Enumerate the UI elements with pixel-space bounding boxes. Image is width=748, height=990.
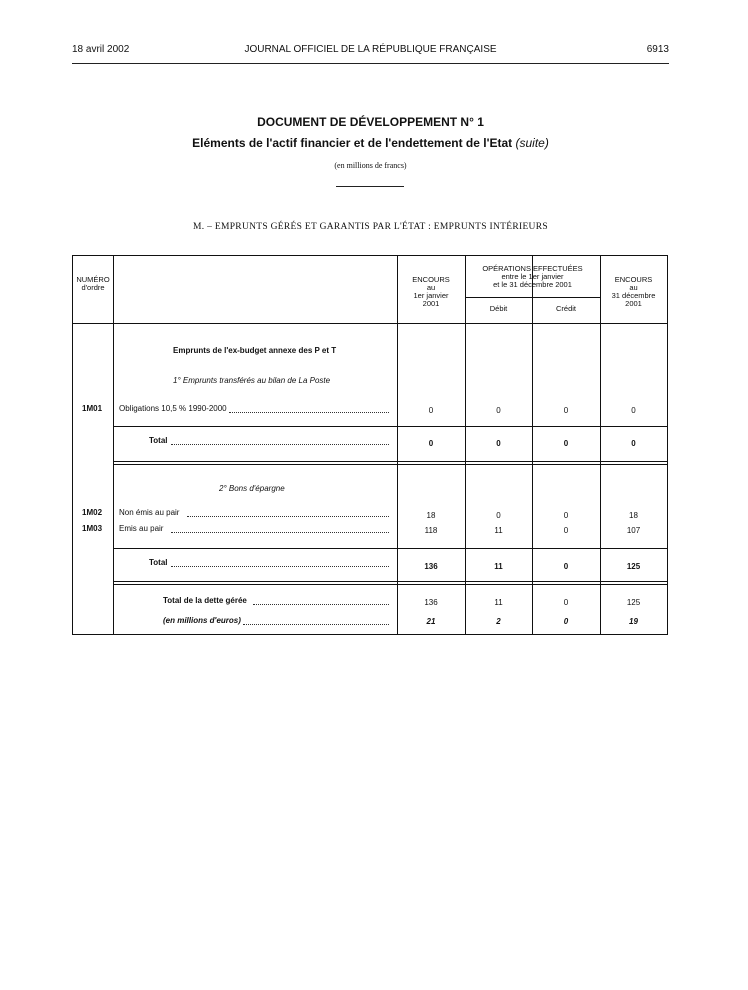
row-1m02-credit: 0	[563, 511, 569, 520]
header-divider	[72, 63, 669, 64]
row-1m03-label: Emis au pair	[119, 524, 164, 533]
header-operations-line1: OPÉRATIONS EFFECTUÉES	[482, 264, 583, 273]
document-title: DOCUMENT DE DÉVELOPPEMENT N° 1	[257, 115, 484, 129]
row-1m03-leader	[171, 532, 389, 533]
header-numero	[73, 276, 113, 292]
total1-top-rule	[113, 426, 667, 427]
header-encours-debut-line3: 1er janvier	[413, 291, 449, 300]
row-1m01-code: 1M01	[82, 404, 103, 413]
euros-leader	[243, 624, 389, 625]
row-1m02-encours-fin: 18	[629, 511, 638, 520]
section1-title: 1° Emprunts transférés au bilan de La Poste	[173, 376, 331, 385]
euros-encours-debut: 21	[426, 617, 436, 626]
row-1m02-debit: 0	[496, 511, 501, 520]
total-dette-encours-debut: 136	[424, 598, 438, 607]
row-1m02-code: 1M02	[82, 508, 103, 517]
header-operations-line2: entre le 1er janvier	[501, 272, 564, 281]
operations-sub-rule	[465, 297, 600, 298]
total-dette-label: Total de la dette gérée	[163, 596, 247, 605]
header-encours-debut-line2: au	[426, 283, 436, 292]
total-dette-leader	[253, 604, 389, 605]
total1-label: Total	[149, 436, 168, 445]
row-1m02-leader	[187, 516, 389, 517]
row-1m01-encours-debut: 0	[428, 406, 434, 415]
row-1m02-encours-debut: 18	[426, 511, 436, 520]
header-encours-fin-line1: ENCOURS	[614, 275, 653, 284]
total1-debit: 0	[496, 439, 501, 448]
total2-debit: 11	[494, 562, 503, 571]
euros-debit: 2	[496, 617, 501, 626]
header-bottom-rule	[73, 323, 667, 324]
header-encours-debut-line4: 2001	[422, 299, 440, 308]
row-1m01-encours-fin: 0	[631, 406, 636, 415]
total2-top-rule	[113, 548, 667, 549]
total2-encours-fin: 125	[626, 562, 641, 571]
header-encours-fin-line4: 2001	[625, 299, 642, 308]
total1-leader	[171, 444, 389, 445]
group-title: Emprunts de l'ex-budget annexe des P et T	[173, 346, 337, 355]
header-date: 18 avril 2002	[72, 44, 130, 55]
header-encours-debut	[397, 276, 465, 308]
row-1m01-debit: 0	[496, 406, 501, 415]
row-1m03-code: 1M03	[82, 524, 103, 533]
header-encours-fin-line3: 31 décembre	[611, 291, 656, 300]
document-subtitle	[72, 136, 669, 150]
total2-bottom-rule	[113, 581, 667, 582]
total2-leader	[171, 566, 389, 567]
total1-bottom-rule	[113, 461, 667, 462]
total1-credit: 0	[563, 439, 569, 448]
section2-title: 2° Bons d'épargne	[219, 484, 285, 493]
row-1m03-encours-debut: 118	[424, 526, 438, 535]
row-1m03-debit: 11	[494, 526, 503, 535]
header-debit: Débit	[489, 304, 508, 313]
header-page-number: 6913	[646, 44, 669, 55]
total2-encours-debut: 136	[424, 562, 438, 571]
total-dette-encours-fin: 125	[626, 598, 641, 607]
document-subtitle-suffix: (suite)	[515, 136, 549, 150]
total-dette-debit: 11	[494, 598, 503, 607]
euros-encours-fin: 19	[629, 617, 638, 626]
total2-label: Total	[149, 558, 168, 567]
total2-bottom-rule-double	[113, 584, 667, 585]
row-1m01-label: Obligations 10,5 % 1990-2000	[119, 404, 227, 413]
total2-credit: 0	[563, 562, 569, 571]
euros-credit: 0	[563, 617, 569, 626]
header-encours-debut-line1: ENCOURS	[412, 275, 450, 284]
row-1m03-encours-fin: 107	[626, 526, 641, 535]
header-operations	[465, 265, 600, 289]
section-title: M. – EMPRUNTS GÉRÉS ET GARANTIS PAR L'ÉTAT : EMPRUNTS INTÉRIEURS	[193, 222, 548, 232]
header-encours-fin-line2: au	[629, 283, 638, 292]
total1-bottom-rule-double	[113, 464, 667, 465]
header-credit: Crédit	[555, 304, 576, 313]
header-numero-line2: d'ordre	[81, 283, 105, 292]
title-divider	[336, 186, 404, 187]
row-1m02-label: Non émis au pair	[119, 508, 180, 517]
header-journal-title: JOURNAL OFFICIEL DE LA RÉPUBLIQUE FRANÇAISE	[244, 44, 497, 55]
document-unit: (en millions de francs)	[334, 161, 407, 170]
header-operations-line3: et le 31 décembre 2001	[493, 280, 572, 289]
total1-encours-fin: 0	[631, 439, 636, 448]
total1-encours-debut: 0	[428, 439, 434, 448]
total-dette-credit: 0	[563, 598, 569, 607]
debt-table	[72, 255, 668, 635]
header-numero-line1: NUMÉRO	[76, 275, 110, 284]
row-1m03-credit: 0	[563, 526, 569, 535]
document-subtitle-main: Eléments de l'actif financier et de l'endettement de l'Etat	[192, 136, 513, 150]
row-1m01-credit: 0	[563, 406, 569, 415]
col-divider-numero	[113, 256, 114, 634]
row-1m01-leader	[229, 412, 389, 413]
header-encours-fin	[600, 276, 667, 308]
page-header	[72, 44, 669, 60]
euros-label: (en millions d'euros)	[163, 616, 241, 625]
